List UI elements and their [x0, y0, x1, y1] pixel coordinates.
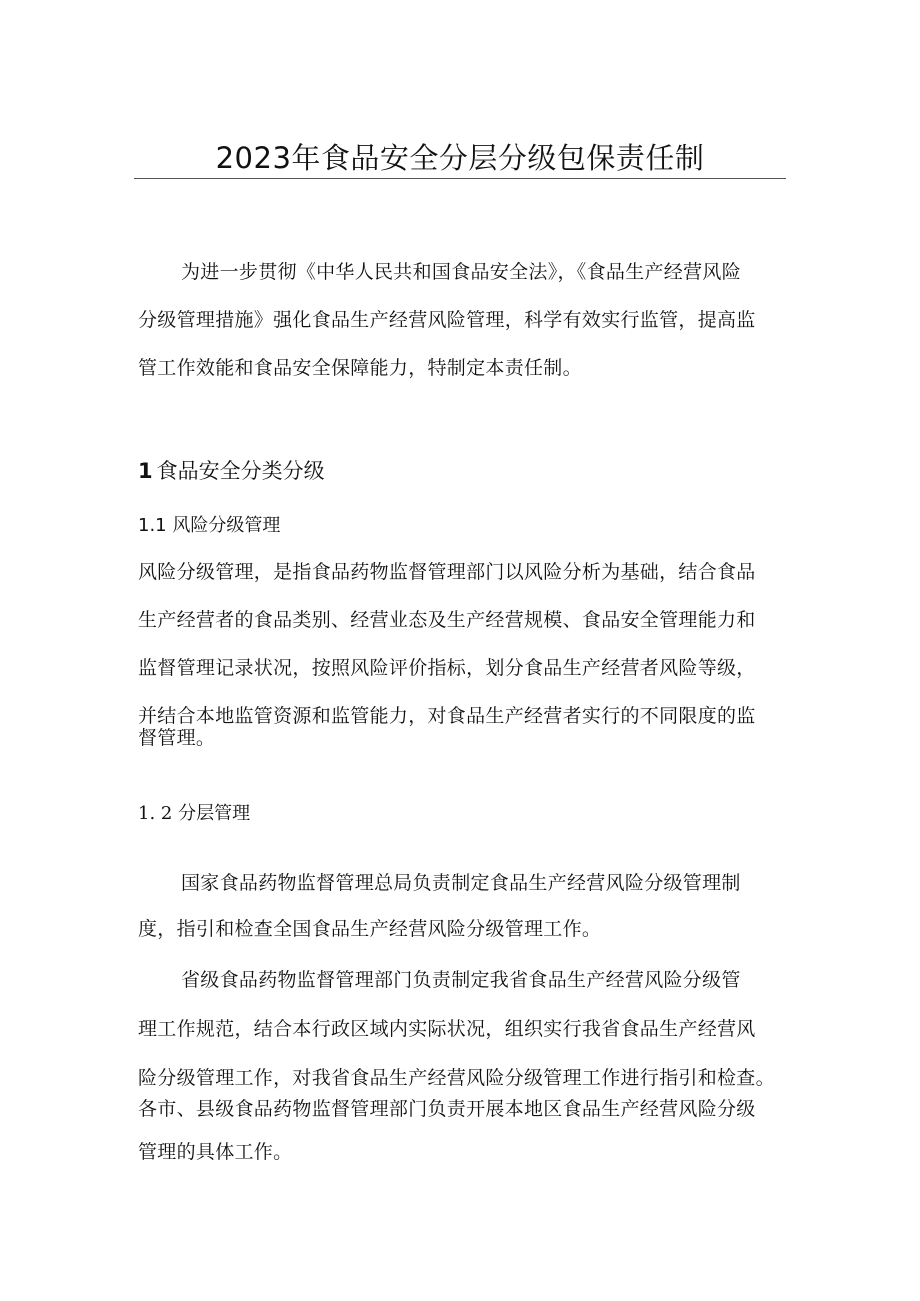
body-line: 生产经营者的食品类别、经营业态及生产经营规模、食品安全管理能力和 [138, 609, 756, 631]
body-line: 各市、县级食品药物监督管理部门负责开展本地区食品生产经营风险分级 [138, 1098, 756, 1120]
subsection-heading: 1. 2 分层管理 [138, 803, 251, 824]
section-heading [138, 456, 325, 486]
body-line: 监督管理记录状况，按照风险评价指标，划分食品生产经营者风险等级， [138, 657, 756, 679]
intro-line: 为进一步贯彻《中华人民共和国食品安全法》，《食品生产经营风险 [181, 261, 742, 283]
body-line: 督管理。 [138, 727, 216, 749]
body-line: 理工作规范，结合本行政区域内实际状况，组织实行我省食品生产经营风 [138, 1018, 756, 1040]
body-line: 风险分级管理，是指食品药物监督管理部门以风险分析为基础，结合食品 [138, 561, 756, 583]
subsection-heading: 1.1 风险分级管理 [138, 515, 281, 536]
intro-line: 管工作效能和食品安全保障能力，特制定本责任制。 [138, 357, 582, 379]
document-title: 2023年食品安全分层分级包保责任制 [215, 141, 705, 175]
body-line: 险分级管理工作，对我省食品生产经营风险分级管理工作进行指引和检查。 [138, 1067, 775, 1089]
body-line: 国家食品药物监督管理总局负责制定食品生产经营风险分级管理制 [181, 872, 741, 894]
title-underline [134, 178, 786, 179]
body-line: 管理的具体工作。 [138, 1141, 293, 1163]
body-line: 省级食品药物监督管理部门负责制定我省食品生产经营风险分级管 [181, 969, 741, 991]
body-line: 度，指引和检查全国食品生产经营风险分级管理工作。 [138, 918, 602, 940]
body-line: 并结合本地监管资源和监管能力，对食品生产经营者实行的不同限度的监 [138, 705, 756, 727]
section-title: 食品安全分类分级 [156, 459, 325, 483]
section-number: 1 [138, 459, 153, 483]
intro-line: 分级管理措施》强化食品生产经营风险管理，科学有效实行监管，提高监 [138, 309, 756, 331]
